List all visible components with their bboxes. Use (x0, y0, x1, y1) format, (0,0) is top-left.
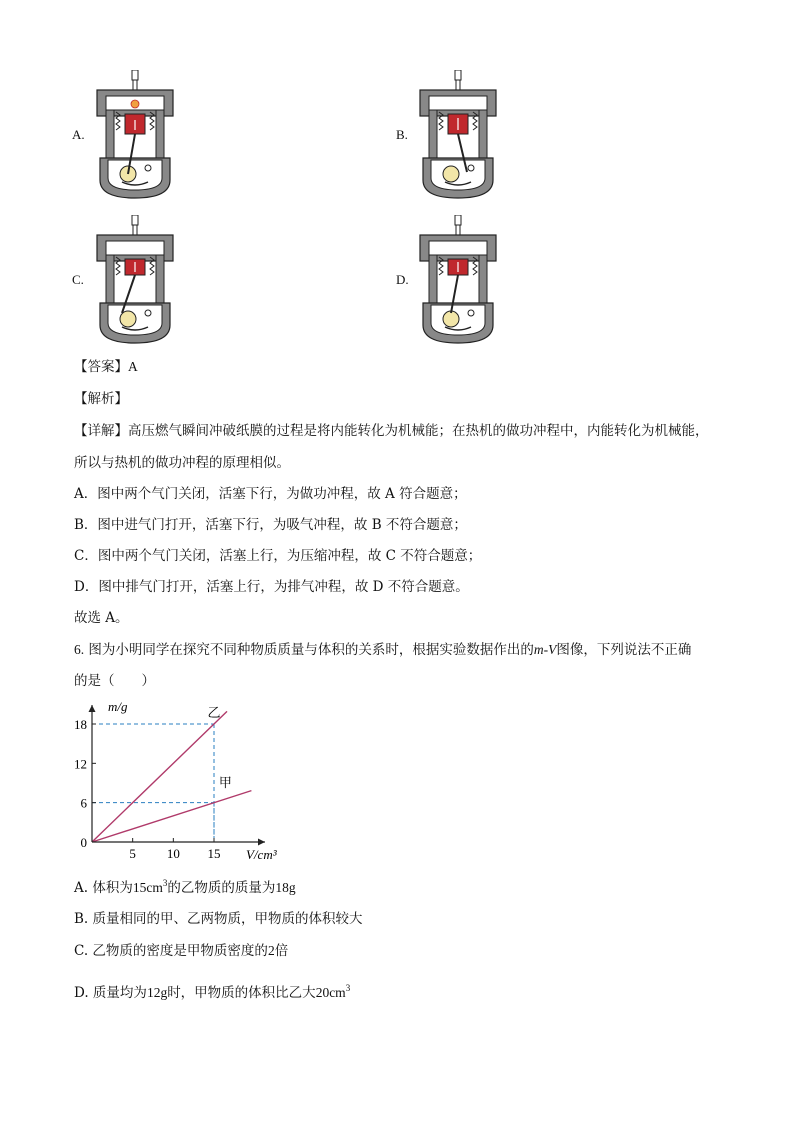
series-label: 甲 (218, 774, 232, 790)
x-tick-label: 10 (166, 846, 180, 861)
question-number: 6. (74, 642, 85, 657)
choice-a-val1: 15cm (132, 880, 163, 895)
y-tick-label: 18 (74, 717, 87, 732)
question-text-1: 图为小明同学在探究不同种物质质量与体积的关系时，根据实验数据作出的 (88, 642, 534, 658)
detail-item-a: A．图中两个气门关闭，活塞下行，为做功冲程，故 A 符合题意； (74, 486, 467, 502)
choice-a-mid: 的乙物质的质量为 (167, 880, 276, 896)
y-tick-label: 6 (80, 795, 87, 811)
option-label-a: A. (72, 127, 85, 142)
choice-b: B. 质量相同的甲、乙两物质，甲物质的体积较大 (74, 911, 363, 927)
x-tick-label: 5 (129, 846, 136, 861)
detail-item-d: D．图中排气门打开，活塞上行，为排气冲程，故 D 不符合题意。 (74, 579, 469, 595)
y-tick-label: 0 (80, 835, 87, 850)
answer-value: A (128, 359, 138, 374)
detail-item-b: B．图中进气门打开，活塞下行，为吸气冲程，故 B 不符合题意； (74, 517, 467, 533)
x-axis-label: V/cm³ (246, 847, 277, 862)
option-label-d: D. (396, 272, 409, 287)
choice-a-sup: 3 (162, 878, 168, 888)
question-formula: m-V (533, 642, 557, 657)
choice-d-mid: 时，甲物质的体积比乙大 (167, 985, 316, 1001)
series-line (92, 711, 227, 842)
choice-a-val2: 18g (275, 880, 296, 895)
engine-diagram-b (415, 70, 505, 200)
detail-text-2: 所以与热机的做功冲程的原理相似。 (74, 455, 290, 471)
x-tick-label: 15 (207, 846, 221, 861)
choice-a-pre: A. 体积为 (74, 880, 133, 896)
detail-label: 【详解】 (74, 423, 128, 439)
choice-d (74, 979, 350, 1002)
analysis-label: 【解析】 (74, 391, 128, 407)
answer-line (74, 358, 138, 376)
choice-c-pre: C. 乙物质的密度是甲物质密度的 (74, 943, 268, 959)
choice-d-val1: 12g (146, 985, 168, 1000)
choice-c-val: 2 (267, 943, 275, 958)
detail-line-1 (74, 422, 709, 440)
detail-text-1: 高压燃气瞬间冲破纸膜的过程是将内能转化为机械能；在热机的做功冲程中，内能转化为机械能， (128, 423, 709, 439)
series-label: 乙 (207, 704, 221, 720)
choice-d-pre: D. 质量均为 (74, 985, 147, 1001)
detail-conclusion: 故选 A。 (74, 610, 129, 626)
choice-c-post: 倍 (274, 943, 289, 959)
question-6-line-1 (74, 641, 691, 659)
choice-a (74, 874, 296, 897)
mv-chart (60, 695, 300, 865)
answer-label: 【答案】 (74, 359, 128, 375)
question-6-line-2: 的是（ ） (74, 673, 155, 689)
y-tick-label: 12 (74, 756, 87, 772)
detail-item-c: C．图中两个气门关闭，活塞上行，为压缩冲程，故 C 不符合题意； (74, 548, 482, 564)
choice-d-val2: 20cm (315, 985, 346, 1000)
engine-diagram-c (92, 215, 182, 345)
y-axis-label: m/g (108, 699, 128, 714)
series-line (92, 791, 251, 842)
engine-diagram-a (92, 70, 182, 200)
option-label-c: C. (72, 272, 84, 287)
choice-d-sup: 3 (345, 983, 351, 993)
question-text-2: 图像，下列说法不正确 (556, 642, 692, 658)
option-label-b: B. (396, 127, 408, 142)
choice-c (74, 942, 288, 960)
engine-diagram-d (415, 215, 505, 345)
